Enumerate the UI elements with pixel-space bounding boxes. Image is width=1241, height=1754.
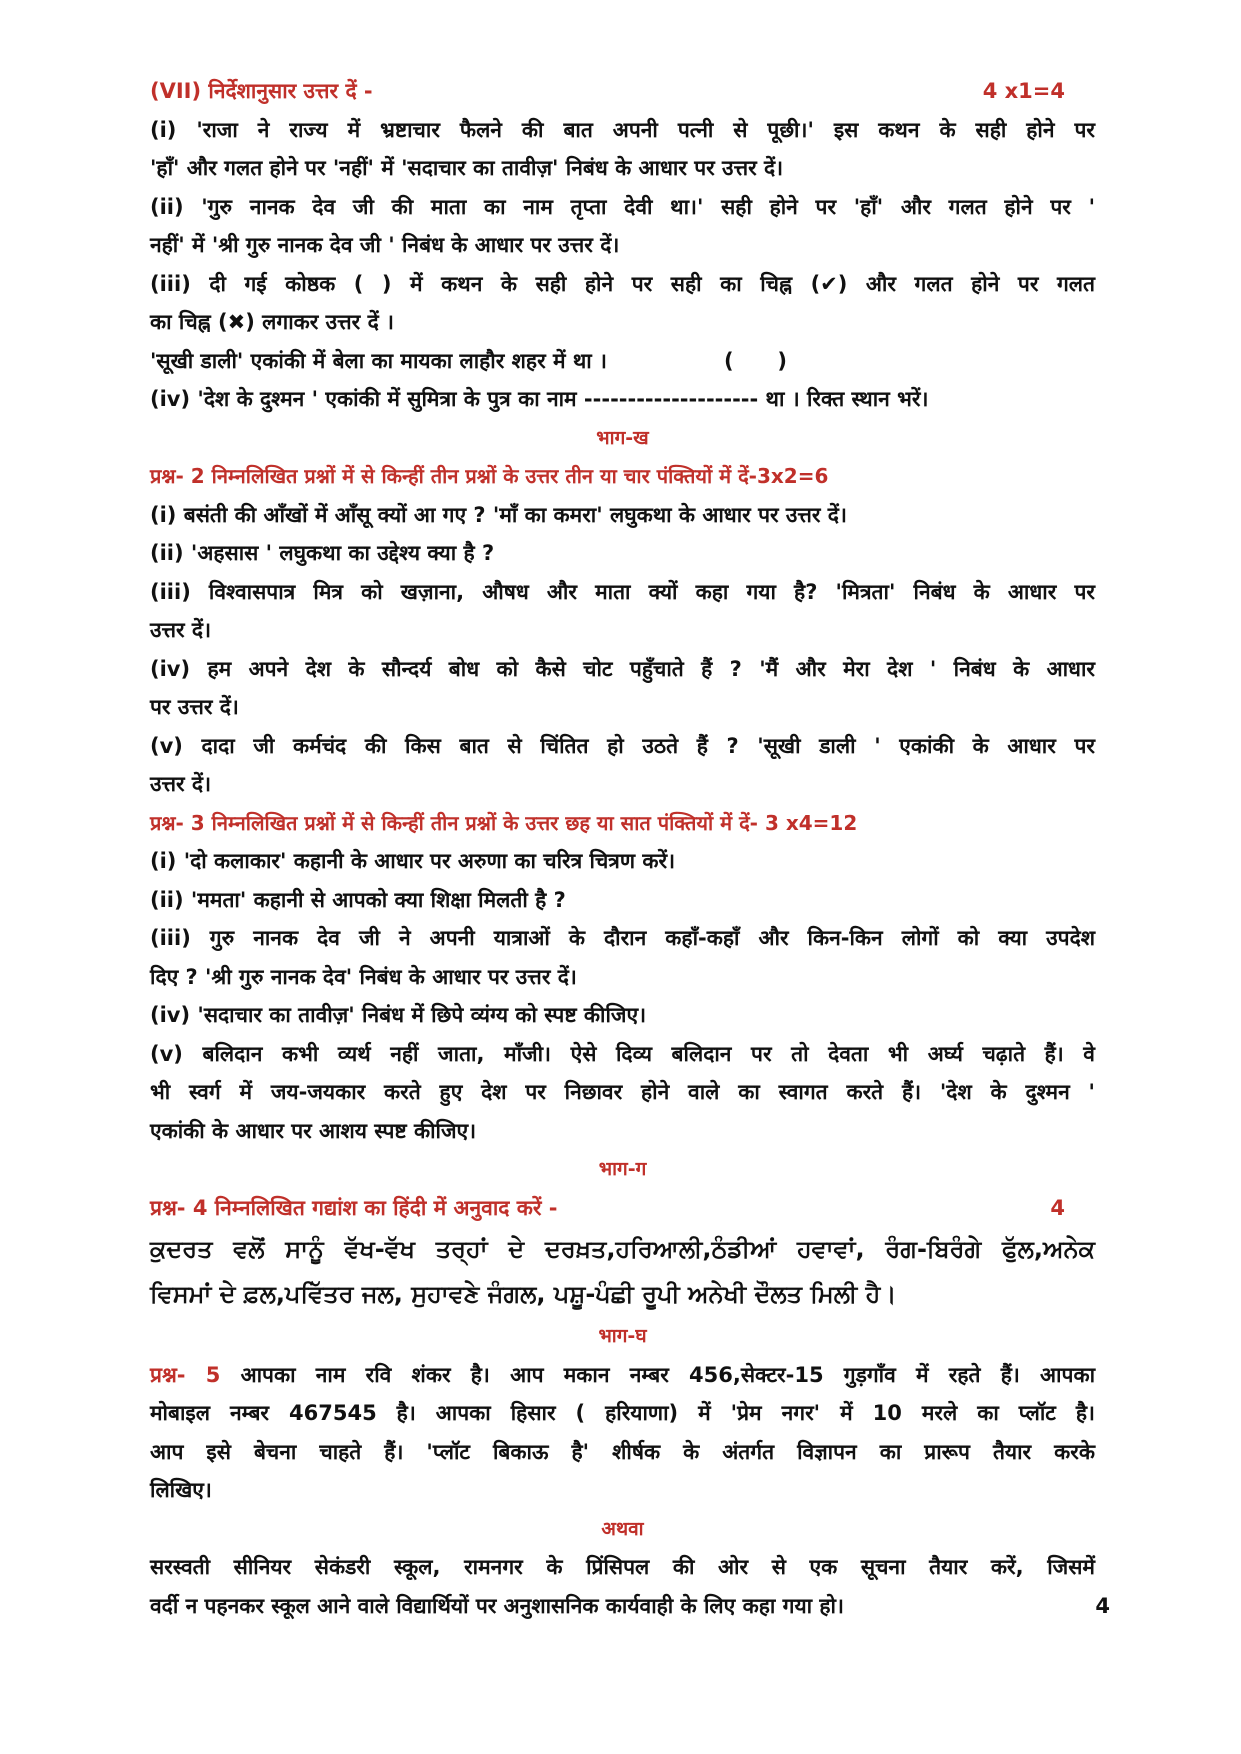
q2-line: (ii) 'अहसास ' लघुकथा का उद्देश्य क्या है ? bbox=[150, 541, 495, 565]
alt-question-row bbox=[150, 1587, 1110, 1626]
q2-line: (iv) हम अपने देश के सौन्दर्य बोध को कैसे चोट पहुँचाते हैं ? 'मैं और मेरा देश ' निबंध के आधार bbox=[150, 656, 1095, 681]
q1-vii-line: (ii) 'गुरु नानक देव जी की माता का नाम तृप्ता देवी था।' सही होने पर 'हाँ' और गलत होने पर ' bbox=[150, 194, 1095, 219]
section-kha-title: भाग-ख bbox=[596, 426, 649, 449]
q2-line: (v) दादा जी कर्मचंद की किस बात से चिंतित हो उठते हैं ? 'सूखी डाली ' एकांकी के आधार पर bbox=[150, 733, 1095, 758]
q4-heading-row bbox=[150, 1189, 1095, 1228]
q5-label: प्रश्न- 5 bbox=[150, 1362, 221, 1387]
q3-line: (iv) 'सदाचार का तावीज़' निबंध में छिपे व्यंग्य को स्पष्ट कीजिए। bbox=[150, 1003, 647, 1027]
q3-line: भी स्वर्ग में जय-जयकार करते हुए देश पर निछावर होने वाले का स्वागत करते हैं। 'देश के दुश्मन ' bbox=[150, 1080, 1095, 1104]
q4-heading: प्रश्न- 4 निम्नलिखित गद्यांश का हिंदी में अनुवाद करें - bbox=[150, 1195, 558, 1220]
q1-vii-line: (i) 'राजा ने राज्य में भ्रष्टाचार फैलने की बात अपनी पत्नी से पूछी।' इस कथन के सही होने पर bbox=[150, 117, 1095, 142]
q3-line: (v) बलिदान कभी व्यर्थ नहीं जाता, माँजी। ऐसे दिव्य बलिदान पर तो देवता भी अर्घ्य चढ़ाते हैं। वे bbox=[150, 1041, 1095, 1066]
q1-vii-line: (iv) 'देश के दुश्मन ' एकांकी में सुमित्रा के पुत्र का नाम -------------------- था । रिक्त स्थान भरें। bbox=[150, 387, 929, 411]
q5-line: मोबाइल नम्बर 467545 है। आपका हिसार ( हरियाणा) में 'प्रेम नगर' में 10 मरले का प्लॉट है। bbox=[150, 1401, 1095, 1425]
q4-punjabi-passage-line: ਕੁਦਰਤ ਵਲੋਂ ਸਾਨੂੰ ਵੱਖ-ਵੱਖ ਤਰ੍ਹਾਂ ਦੇ ਦਰਖ਼ਤ,ਹਰਿਆਲੀ,ਠੰਡੀਆਂ ਹਵਾਵਾਂ, ਰੰਗ-ਬਿਰੰਗੇ ਫੁੱਲ,ਅਨੇਕ bbox=[150, 1235, 1095, 1263]
q3-line: दिए ? 'श्री गुरु नानक देव' निबंध के आधार पर उत्तर दें। bbox=[150, 964, 577, 989]
q2-line: पर उत्तर दें। bbox=[150, 695, 239, 719]
section-ga-title: भाग-ग bbox=[598, 1158, 647, 1180]
q4-marks: 4 bbox=[1050, 1195, 1065, 1220]
q5-first-line bbox=[150, 1356, 1095, 1395]
q3-line: (ii) 'ममता' कहानी से आपको क्या शिक्षा मिलती है ? bbox=[150, 887, 566, 912]
question-paper-page bbox=[150, 72, 1110, 1625]
q4-punjabi-passage-line: ਵਿਸਮਾਂ ਦੇ ਫ਼ਲ,ਪਵਿੱਤਰ ਜਲ, ਸੁਹਾਵਣੇ ਜੰਗਲ, ਪਸ਼ੂ-ਪੰਛੀ ਰੂਪੀ ਅਨੇਖੀ ਦੌਲਤ ਮਿਲੀ ਹੈ। bbox=[150, 1280, 897, 1308]
q2-line: (i) बसंती की आँखों में आँसू क्यों आ गए ? 'माँ का कमरा' लघुकथा के आधार पर उत्तर दें। bbox=[150, 502, 847, 527]
q2-line: उत्तर दें। bbox=[150, 618, 212, 642]
section-gha-title: भाग-घ bbox=[598, 1325, 647, 1347]
alt-marks: 4 bbox=[1095, 1593, 1110, 1618]
q3-line: (iii) गुरु नानक देव जी ने अपनी यात्राओं के दौरान कहाँ-कहाँ और किन-किन लोगों को क्या उपदेश bbox=[150, 926, 1095, 950]
q1-vii-line: नहीं' में 'श्री गुरु नानक देव जी ' निबंध के आधार पर उत्तर दें। bbox=[150, 233, 620, 257]
q1-vii-line: 'हाँ' और गलत होने पर 'नहीं' में 'सदाचार का तावीज़' निबंध के आधार पर उत्तर दें। bbox=[150, 156, 784, 180]
q5-line: लिखिए। bbox=[150, 1478, 212, 1502]
q2-heading: प्रश्न- 2 निम्नलिखित प्रश्नों में से किन्हीं तीन प्रश्नों के उत्तर तीन या चार पंक्तियों में दें-3x2=6 bbox=[150, 464, 829, 488]
q3-heading: प्रश्न- 3 निम्नलिखित प्रश्नों में से किन्हीं तीन प्रश्नों के उत्तर छह या सात पंक्तियों में दें- 3 x4=12 bbox=[150, 810, 858, 835]
q5-text: आपका नाम रवि शंकर है। आप मकान नम्बर 456,सेक्टर-15 गुड़गाँव में रहते हैं। आपका bbox=[220, 1362, 1096, 1387]
q3-line: एकांकी के आधार पर आशय स्पष्ट कीजिए। bbox=[150, 1118, 477, 1143]
q1-vii-heading: (VII) निर्देशानुसार उत्तर दें - bbox=[150, 79, 373, 103]
q3-line: (i) 'दो कलाकार' कहानी के आधार पर अरुणा का चरित्र चित्रण करें। bbox=[150, 849, 676, 873]
q1-vii-marks: 4 x1=4 bbox=[982, 79, 1065, 103]
alt-question-line: वर्दी न पहनकर स्कूल आने वाले विद्यार्थियों पर अनुशासनिक कार्यवाही के लिए कहा गया हो। bbox=[150, 1593, 844, 1618]
q1-vii-line: का चिह्न (✖) लगाकर उत्तर दें । bbox=[150, 310, 394, 334]
q2-line: उत्तर दें। bbox=[150, 772, 212, 796]
alt-question-line: सरस्वती सीनियर सेकंडरी स्कूल, रामनगर के प्रिंसिपल की ओर से एक सूचना तैयार करें, जिसमें bbox=[150, 1555, 1095, 1579]
q1-vii-line: 'सूखी डाली' एकांकी में बेला का मायका लाहौर शहर में था । ( ) bbox=[150, 348, 788, 373]
q2-line: (iii) विश्वासपात्र मित्र को खज़ाना, औषध और माता क्यों कहा गया है? 'मित्रता' निबंध के आधार पर bbox=[150, 579, 1095, 604]
athva-title: अथवा bbox=[601, 1517, 644, 1540]
q5-line: आप इसे बेचना चाहते हैं। 'प्लॉट बिकाऊ है' शीर्षक के अंतर्गत विज्ञापन का प्रारूप तैयार करके bbox=[150, 1439, 1095, 1464]
q1-vii-heading-row bbox=[150, 72, 1095, 111]
q1-vii-line: (iii) दी गई कोष्ठक ( ) में कथन के सही होने पर सही का चिह्न (✔) और गलत होने पर गलत bbox=[150, 271, 1095, 296]
